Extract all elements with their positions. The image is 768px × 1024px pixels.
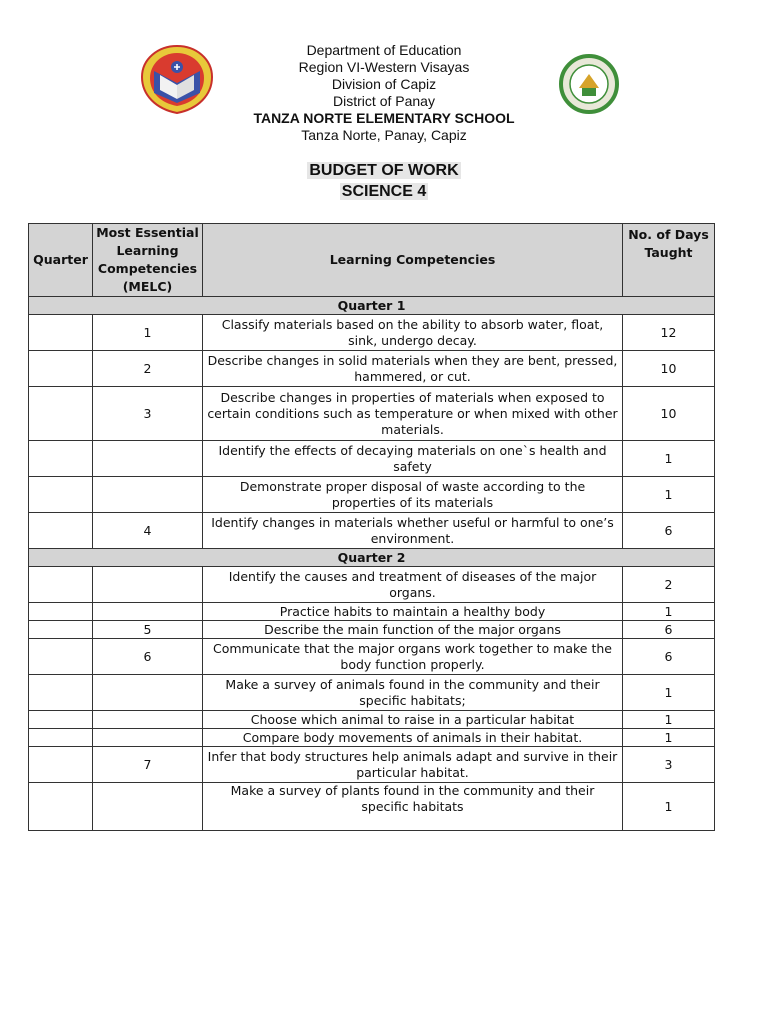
table-row [29, 729, 715, 747]
table-row [29, 675, 715, 711]
days-count: 1 [623, 603, 715, 621]
school-address: Tanza Norte, Panay, Capiz [301, 127, 467, 143]
days-count: 6 [623, 513, 715, 549]
header-line: Department of Education [306, 42, 462, 58]
days-count: 6 [623, 621, 715, 639]
table-row [29, 747, 715, 783]
days-count: 2 [623, 567, 715, 603]
competency-text: Choose which animal to raise in a particular habitat [203, 711, 623, 729]
school-name: TANZA NORTE ELEMENTARY SCHOOL [253, 110, 515, 126]
days-count: 1 [623, 711, 715, 729]
table-row [29, 639, 715, 675]
competency-text: Infer that body structures help animals adapt and survive in their particular habitat. [203, 747, 623, 783]
quarter-cell [29, 747, 93, 783]
document-subtitle [0, 182, 768, 202]
days-count: 10 [623, 387, 715, 441]
title-text: BUDGET OF WORK [309, 162, 459, 179]
melc-number [93, 441, 203, 477]
letterhead [0, 42, 768, 144]
quarter-label: Quarter 2 [29, 549, 715, 567]
col-quarter: Quarter [29, 224, 93, 297]
days-count: 3 [623, 747, 715, 783]
table-row [29, 441, 715, 477]
days-count: 1 [623, 675, 715, 711]
document-title [0, 161, 768, 181]
competency-text: Describe changes in solid materials when they are bent, pressed, hammered, or cut. [203, 351, 623, 387]
quarter-cell [29, 441, 93, 477]
table-row [29, 351, 715, 387]
header-line: Division of Capiz [331, 76, 437, 92]
melc-number: 4 [93, 513, 203, 549]
competency-text: Describe changes in properties of materials when exposed to certain conditions such as temperature or when mixed with other materials. [203, 387, 623, 441]
days-count: 10 [623, 351, 715, 387]
melc-number: 1 [93, 315, 203, 351]
table-row [29, 387, 715, 441]
melc-number [93, 675, 203, 711]
quarter-cell [29, 639, 93, 675]
melc-number: 7 [93, 747, 203, 783]
melc-number [93, 567, 203, 603]
competency-text: Describe the main function of the major organs [203, 621, 623, 639]
quarter-cell [29, 621, 93, 639]
budget-table [28, 223, 715, 831]
quarter-cell [29, 351, 93, 387]
competency-text: Practice habits to maintain a healthy body [203, 603, 623, 621]
header-line: District of Panay [333, 93, 435, 109]
table-row [29, 567, 715, 603]
melc-number [93, 729, 203, 747]
melc-number: 6 [93, 639, 203, 675]
quarter-cell [29, 729, 93, 747]
days-count: 1 [623, 729, 715, 747]
days-count: 12 [623, 315, 715, 351]
col-melc: Most Essential Learning Competencies (MELC) [93, 224, 203, 297]
melc-number [93, 477, 203, 513]
competency-text: Identify the causes and treatment of diseases of the major organs. [203, 567, 623, 603]
table-row [29, 477, 715, 513]
melc-number [93, 783, 203, 831]
competency-text: Classify materials based on the ability to absorb water, float, sink, undergo decay. [203, 315, 623, 351]
competency-text: Make a survey of plants found in the community and their specific habitats [203, 783, 623, 831]
table-row [29, 603, 715, 621]
days-count: 1 [623, 441, 715, 477]
quarter-section-row [29, 297, 715, 315]
quarter-cell [29, 567, 93, 603]
table-row [29, 513, 715, 549]
competency-text: Demonstrate proper disposal of waste according to the properties of its materials [203, 477, 623, 513]
competency-text: Compare body movements of animals in their habitat. [203, 729, 623, 747]
competency-text: Communicate that the major organs work together to make the body function properly. [203, 639, 623, 675]
quarter-cell [29, 675, 93, 711]
competency-text: Identify the effects of decaying materials on one`s health and safety [203, 441, 623, 477]
table-row [29, 711, 715, 729]
quarter-cell [29, 387, 93, 441]
quarter-cell [29, 783, 93, 831]
col-competencies: Learning Competencies [203, 224, 623, 297]
melc-number: 3 [93, 387, 203, 441]
melc-number [93, 603, 203, 621]
quarter-cell [29, 711, 93, 729]
melc-number: 2 [93, 351, 203, 387]
quarter-cell [29, 603, 93, 621]
days-count: 6 [623, 639, 715, 675]
quarter-cell [29, 477, 93, 513]
quarter-cell [29, 315, 93, 351]
subtitle-text: SCIENCE 4 [341, 183, 427, 200]
table-row [29, 783, 715, 831]
quarter-label: Quarter 1 [29, 297, 715, 315]
melc-number: 5 [93, 621, 203, 639]
col-days: No. of Days Taught [623, 224, 715, 297]
competency-text: Make a survey of animals found in the community and their specific habitats; [203, 675, 623, 711]
table-row [29, 315, 715, 351]
header-line: Region VI-Western Visayas [298, 59, 470, 75]
competency-text: Identify changes in materials whether useful or harmful to one’s environment. [203, 513, 623, 549]
days-count: 1 [623, 477, 715, 513]
days-count: 1 [623, 783, 715, 831]
table-row [29, 621, 715, 639]
quarter-cell [29, 513, 93, 549]
melc-number [93, 711, 203, 729]
table-header-row [29, 224, 715, 297]
quarter-section-row [29, 549, 715, 567]
